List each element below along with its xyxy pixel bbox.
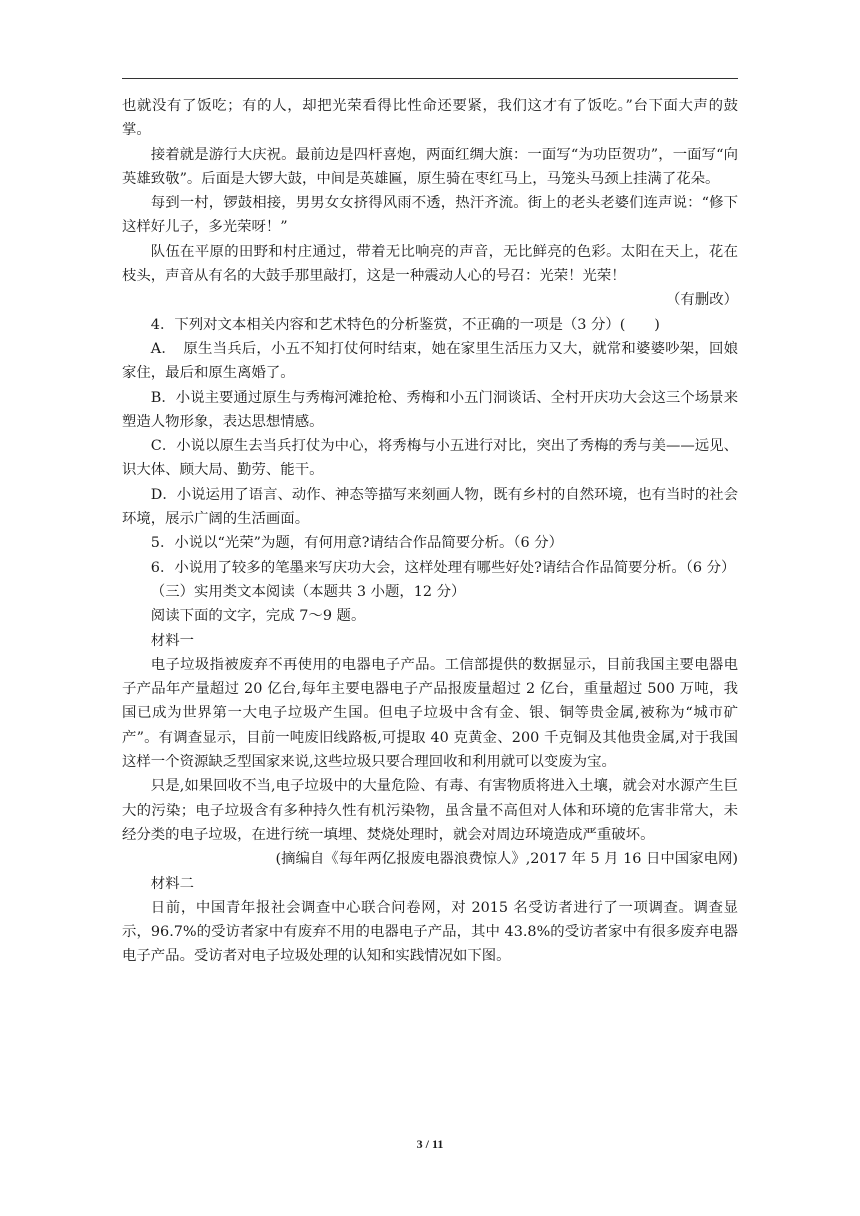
citation: (摘编自《每年两亿报废电器浪费惊人》,2017 年 5 月 16 日中国家电网): [275, 851, 738, 868]
option-d: D．小说运用了语言、动作、神态等描写来刻画人物，既有乡村的自然环境，也有当时的社会环境，展示广阔的生活画面。: [122, 486, 738, 528]
paragraph: 接着就是游行大庆祝。最前边是四杆喜炮，两面红绸大旗：一面写“为功臣贺功”，一面写“向英雄致敬”。后面是大锣大鼓，中间是英雄匾，原生骑在枣红马上，马笼头马颈上挂满了花朵。: [122, 146, 738, 187]
source-note: （有删改）: [666, 292, 738, 309]
paragraph: 日前，中国青年报社会调查中心联合问卷网，对 2015 名受访者进行了一项调查。调查显示，96.7%的受访者家中有废弃不用的电器电子产品，其中 43.8%的受访者家中有很多废弃电器电子产品。受访者对电子垃圾处理的认知和实践情况如下图。: [122, 899, 738, 965]
option-a: A． 原生当兵后，小五不知打仗何时结束，她在家里生活压力又大，就常和婆婆吵架，回娘家住，最后和原生离婚了。: [122, 340, 738, 382]
question-6: 6．小说用了较多的笔墨来写庆功大会，这样处理有哪些好处?请结合作品简要分析。（6 分）: [150, 559, 736, 576]
option-b: B．小说主要通过原生与秀梅河滩抢枪、秀梅和小五门洞谈话、全村开庆功大会这三个场景来塑造人物形象，表达思想情感。: [122, 389, 738, 430]
header-rule: [122, 78, 738, 79]
material-1-heading: 材料一: [150, 632, 194, 649]
instruction: 阅读下面的文字，完成 7～9 题。: [150, 608, 366, 625]
document-body: [122, 94, 738, 969]
paragraph: 电子垃圾指被废弃不再使用的电器电子产品。工信部提供的数据显示，目前我国主要电器电子产品年产量超过 20 亿台,每年主要电器电子产品报废量超过 2 亿台，重量超过 500 万吨，我国已成为世界第一大电子垃圾产生国。但电子垃圾中含有金、银、铜等贵金属,被称为“城市矿产”。有调查显示，目前一吨废旧线路板,可提取 40 克黄金、200 千克铜及其他贵金属,对于我国这样一个资源缺乏型国家来说,这些垃圾只要合理回收和利用就可以变废为宝。: [122, 656, 738, 771]
option-c: C．小说以原生去当兵打仗为中心，将秀梅与小五进行对比，突出了秀梅的秀与美——远见、识大体、顾大局、勤劳、能干。: [122, 438, 738, 479]
question-5: 5．小说以“光荣”为题，有何用意?请结合作品简要分析。（6 分）: [150, 535, 564, 552]
paragraph: 也就没有了饭吃；有的人，却把光荣看得比性命还要紧，我们这才有了饭吃。”台下面大声的鼓掌。: [122, 98, 738, 139]
material-2-heading: 材料二: [150, 875, 194, 892]
paragraph: 只是,如果回收不当,电子垃圾中的大量危险、有毒、有害物质将进入土壤，就会对水源产生巨大的污染；电子垃圾含有多种持久性有机污染物，虽含量不高但对人体和环境的危害非常大，未经分类的电子垃圾，在进行统一填埋、焚烧处理时，就会对周边环境造成严重破坏。: [122, 778, 738, 843]
section-heading: （三）实用类文本阅读（本题共 3 小题，12 分）: [150, 583, 466, 600]
paragraph: 队伍在平原的田野和村庄通过，带着无比响亮的声音，无比鲜亮的色彩。太阳在天上，花在枝头，声音从有名的大鼓手那里敲打，这是一种震动人心的号召：光荣！光荣！: [122, 243, 738, 285]
paragraph: 每到一村，锣鼓相接，男男女女挤得风雨不透，热汗齐流。街上的老头老婆们连声说：“修下这样好儿子，多光荣呀！”: [122, 195, 738, 236]
page-number: 3 / 11: [416, 1137, 444, 1151]
question-4: 4．下列对文本相关内容和艺术特色的分析鉴赏，不正确的一项是（3 分）( ): [150, 316, 660, 333]
